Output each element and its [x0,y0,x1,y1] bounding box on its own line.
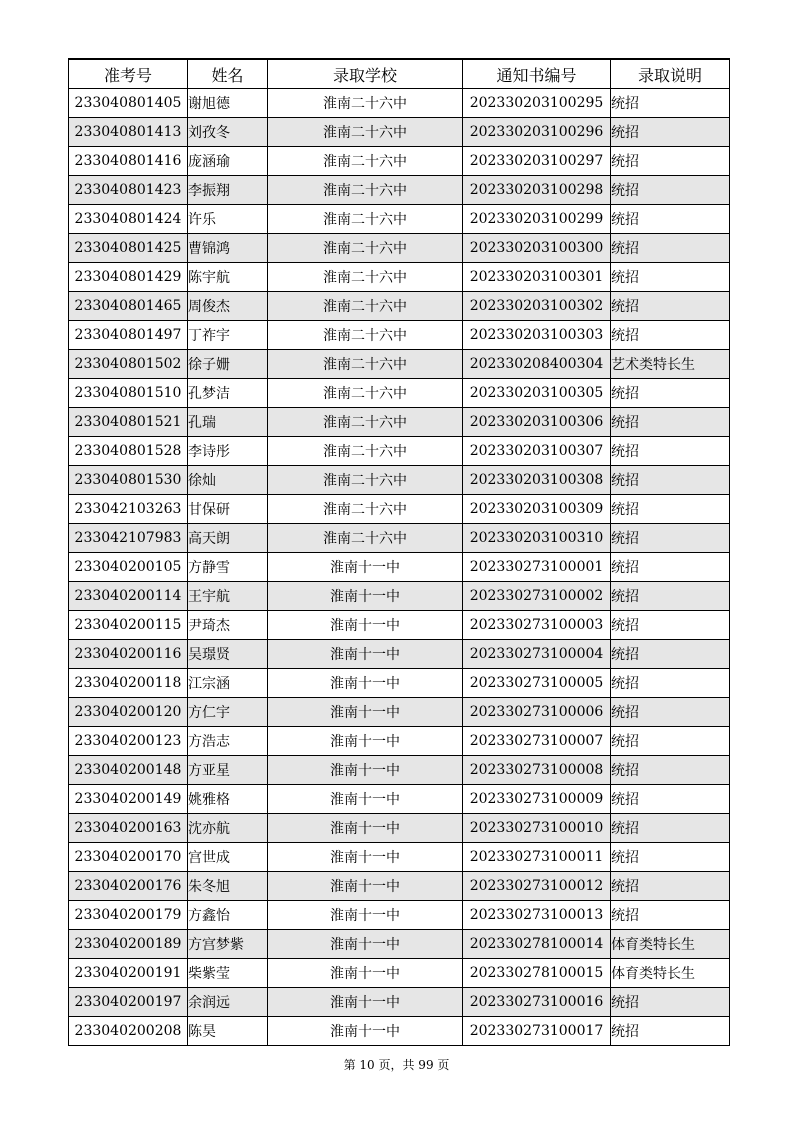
admission-note-cell: 统招 [611,582,730,611]
school-cell: 淮南十一中 [268,553,463,582]
table-row [69,959,730,988]
table-row [69,785,730,814]
school-cell: 淮南十一中 [268,843,463,872]
admission-note-cell: 统招 [611,553,730,582]
exam-number-cell: 233040801521 [69,408,188,437]
admission-note-cell: 统招 [611,727,730,756]
exam-number-cell: 233040801424 [69,205,188,234]
admission-note-cell: 统招 [611,669,730,698]
school-cell: 淮南二十六中 [268,118,463,147]
exam-number-cell: 233040801497 [69,321,188,350]
school-cell: 淮南二十六中 [268,176,463,205]
exam-number-cell: 233040801405 [69,89,188,118]
exam-number-cell: 233042103263 [69,495,188,524]
notice-number-cell: 202330203100302 [463,292,611,321]
admission-note-cell: 体育类特长生 [611,959,730,988]
notice-number-cell: 202330203100303 [463,321,611,350]
school-cell: 淮南二十六中 [268,292,463,321]
admission-note-cell: 统招 [611,321,730,350]
table-row [69,901,730,930]
student-name-cell: 孔瑞 [188,408,268,437]
notice-number-cell: 202330273100011 [463,843,611,872]
notice-number-cell: 202330273100002 [463,582,611,611]
student-name-cell: 丁祚宇 [188,321,268,350]
student-name-cell: 周俊杰 [188,292,268,321]
table-row [69,466,730,495]
notice-number-cell: 202330203100297 [463,147,611,176]
student-name-cell: 李振翔 [188,176,268,205]
table-row [69,698,730,727]
notice-number-cell: 202330203100298 [463,176,611,205]
exam-number-cell: 233040801425 [69,234,188,263]
student-name-cell: 徐子姗 [188,350,268,379]
admission-note-cell: 统招 [611,756,730,785]
admission-note-cell: 统招 [611,292,730,321]
student-name-cell: 余润远 [188,988,268,1017]
notice-number-cell: 202330208400304 [463,350,611,379]
notice-number-cell: 202330278100014 [463,930,611,959]
notice-number-cell: 202330203100305 [463,379,611,408]
notice-number-cell: 202330273100004 [463,640,611,669]
student-name-cell: 谢旭德 [188,89,268,118]
school-cell: 淮南十一中 [268,988,463,1017]
admission-note-cell: 统招 [611,495,730,524]
table-row [69,118,730,147]
school-cell: 淮南二十六中 [268,234,463,263]
student-name-cell: 江宗涵 [188,669,268,698]
exam-number-cell: 233042107983 [69,524,188,553]
exam-number-cell: 233040200105 [69,553,188,582]
table-row [69,205,730,234]
notice-number-cell: 202330203100301 [463,263,611,292]
student-name-cell: 陈宇航 [188,263,268,292]
admission-note-cell: 统招 [611,1017,730,1046]
student-name-cell: 甘保研 [188,495,268,524]
exam-number-cell: 233040801465 [69,292,188,321]
notice-number-cell: 202330203100306 [463,408,611,437]
school-cell: 淮南二十六中 [268,524,463,553]
school-cell: 淮南十一中 [268,727,463,756]
table-row [69,727,730,756]
school-cell: 淮南十一中 [268,756,463,785]
table-row [69,89,730,118]
notice-number-cell: 202330273100008 [463,756,611,785]
school-cell: 淮南十一中 [268,698,463,727]
table-row [69,495,730,524]
notice-number-cell: 202330273100016 [463,988,611,1017]
notice-number-cell: 202330203100307 [463,437,611,466]
student-name-cell: 孔梦洁 [188,379,268,408]
table-row [69,292,730,321]
notice-number-cell: 202330203100295 [463,89,611,118]
exam-number-cell: 233040200191 [69,959,188,988]
notice-number-cell: 202330273100003 [463,611,611,640]
student-name-cell: 方宫梦紫 [188,930,268,959]
table-row [69,843,730,872]
admission-note-cell: 统招 [611,785,730,814]
table-row [69,611,730,640]
table-row [69,321,730,350]
student-name-cell: 尹琦杰 [188,611,268,640]
school-cell: 淮南二十六中 [268,263,463,292]
exam-number-cell: 233040200149 [69,785,188,814]
student-name-cell: 刘孜冬 [188,118,268,147]
student-name-cell: 吴璟贤 [188,640,268,669]
school-cell: 淮南十一中 [268,930,463,959]
table-row [69,814,730,843]
exam-number-cell: 233040801416 [69,147,188,176]
table-row [69,872,730,901]
table-body [69,89,730,1046]
student-name-cell: 曹锦鸿 [188,234,268,263]
admission-note-cell: 统招 [611,437,730,466]
table-row [69,176,730,205]
student-name-cell: 徐灿 [188,466,268,495]
notice-number-cell: 202330203100300 [463,234,611,263]
exam-number-cell: 233040200163 [69,814,188,843]
exam-number-cell: 233040801423 [69,176,188,205]
student-name-cell: 方鑫怡 [188,901,268,930]
exam-number-cell: 233040200208 [69,1017,188,1046]
admission-note-cell: 统招 [611,901,730,930]
admission-note-cell: 统招 [611,176,730,205]
school-cell: 淮南十一中 [268,640,463,669]
admission-note-cell: 体育类特长生 [611,930,730,959]
student-name-cell: 柴紫莹 [188,959,268,988]
exam-number-cell: 233040200197 [69,988,188,1017]
admission-note-cell: 统招 [611,611,730,640]
school-cell: 淮南十一中 [268,582,463,611]
header-name: 姓名 [188,59,268,89]
notice-number-cell: 202330203100299 [463,205,611,234]
table-row [69,988,730,1017]
header-row [69,59,730,89]
notice-number-cell: 202330203100296 [463,118,611,147]
notice-number-cell: 202330273100001 [463,553,611,582]
student-name-cell: 高天朗 [188,524,268,553]
table-row [69,379,730,408]
student-name-cell: 朱冬旭 [188,872,268,901]
page-footer: 第 10 页，共 99 页 [343,1058,450,1072]
school-cell: 淮南二十六中 [268,408,463,437]
student-name-cell: 方仁宇 [188,698,268,727]
student-name-cell: 沈亦航 [188,814,268,843]
school-cell: 淮南二十六中 [268,350,463,379]
table-row [69,350,730,379]
school-cell: 淮南二十六中 [268,205,463,234]
exam-number-cell: 233040200118 [69,669,188,698]
school-cell: 淮南二十六中 [268,321,463,350]
notice-number-cell: 202330273100013 [463,901,611,930]
exam-number-cell: 233040801530 [69,466,188,495]
table-row [69,930,730,959]
exam-number-cell: 233040200116 [69,640,188,669]
exam-number-cell: 233040801502 [69,350,188,379]
school-cell: 淮南十一中 [268,872,463,901]
student-name-cell: 陈昊 [188,1017,268,1046]
notice-number-cell: 202330273100006 [463,698,611,727]
admission-note-cell: 艺术类特长生 [611,350,730,379]
school-cell: 淮南十一中 [268,1017,463,1046]
admission-note-cell: 统招 [611,466,730,495]
school-cell: 淮南十一中 [268,669,463,698]
student-name-cell: 方亚星 [188,756,268,785]
admission-note-cell: 统招 [611,408,730,437]
admission-note-cell: 统招 [611,698,730,727]
notice-number-cell: 202330273100009 [463,785,611,814]
header-exam-number: 准考号 [69,59,188,89]
exam-number-cell: 233040801510 [69,379,188,408]
admission-note-cell: 统招 [611,234,730,263]
student-name-cell: 许乐 [188,205,268,234]
header-notice-number: 通知书编号 [463,59,611,89]
student-name-cell: 方静雪 [188,553,268,582]
notice-number-cell: 202330273100005 [463,669,611,698]
school-cell: 淮南十一中 [268,814,463,843]
notice-number-cell: 202330203100308 [463,466,611,495]
school-cell: 淮南二十六中 [268,466,463,495]
admission-note-cell: 统招 [611,843,730,872]
admission-note-cell: 统招 [611,988,730,1017]
table-row [69,408,730,437]
student-name-cell: 方浩志 [188,727,268,756]
notice-number-cell: 202330203100310 [463,524,611,553]
exam-number-cell: 233040200148 [69,756,188,785]
school-cell: 淮南二十六中 [268,437,463,466]
table-row [69,147,730,176]
table-row [69,640,730,669]
school-cell: 淮南十一中 [268,959,463,988]
notice-number-cell: 202330203100309 [463,495,611,524]
admission-note-cell: 统招 [611,379,730,408]
student-name-cell: 宫世成 [188,843,268,872]
exam-number-cell: 233040200189 [69,930,188,959]
school-cell: 淮南二十六中 [268,89,463,118]
admission-note-cell: 统招 [611,89,730,118]
admission-note-cell: 统招 [611,524,730,553]
exam-number-cell: 233040200176 [69,872,188,901]
school-cell: 淮南十一中 [268,785,463,814]
exam-number-cell: 233040200170 [69,843,188,872]
exam-number-cell: 233040801429 [69,263,188,292]
admission-note-cell: 统招 [611,814,730,843]
exam-number-cell: 233040200115 [69,611,188,640]
school-cell: 淮南十一中 [268,611,463,640]
exam-number-cell: 233040801528 [69,437,188,466]
notice-number-cell: 202330273100010 [463,814,611,843]
table-row [69,234,730,263]
table-row [69,263,730,292]
admission-note-cell: 统招 [611,872,730,901]
student-name-cell: 姚雅格 [188,785,268,814]
exam-number-cell: 233040200179 [69,901,188,930]
school-cell: 淮南二十六中 [268,495,463,524]
table-row [69,437,730,466]
admission-note-cell: 统招 [611,640,730,669]
school-cell: 淮南二十六中 [268,379,463,408]
admission-table [68,58,730,1046]
table-row [69,553,730,582]
school-cell: 淮南十一中 [268,901,463,930]
table-header [69,59,730,89]
table-row [69,1017,730,1046]
table-row [69,669,730,698]
admission-note-cell: 统招 [611,205,730,234]
admission-note-cell: 统招 [611,147,730,176]
student-name-cell: 王宇航 [188,582,268,611]
admission-note-cell: 统招 [611,263,730,292]
admission-note-cell: 统招 [611,118,730,147]
notice-number-cell: 202330278100015 [463,959,611,988]
exam-number-cell: 233040801413 [69,118,188,147]
header-admission-note: 录取说明 [611,59,730,89]
student-name-cell: 李诗彤 [188,437,268,466]
header-school: 录取学校 [268,59,463,89]
notice-number-cell: 202330273100012 [463,872,611,901]
school-cell: 淮南二十六中 [268,147,463,176]
exam-number-cell: 233040200123 [69,727,188,756]
table-row [69,582,730,611]
table-row [69,756,730,785]
student-name-cell: 庞涵瑜 [188,147,268,176]
exam-number-cell: 233040200114 [69,582,188,611]
table-row [69,524,730,553]
notice-number-cell: 202330273100017 [463,1017,611,1046]
notice-number-cell: 202330273100007 [463,727,611,756]
exam-number-cell: 233040200120 [69,698,188,727]
